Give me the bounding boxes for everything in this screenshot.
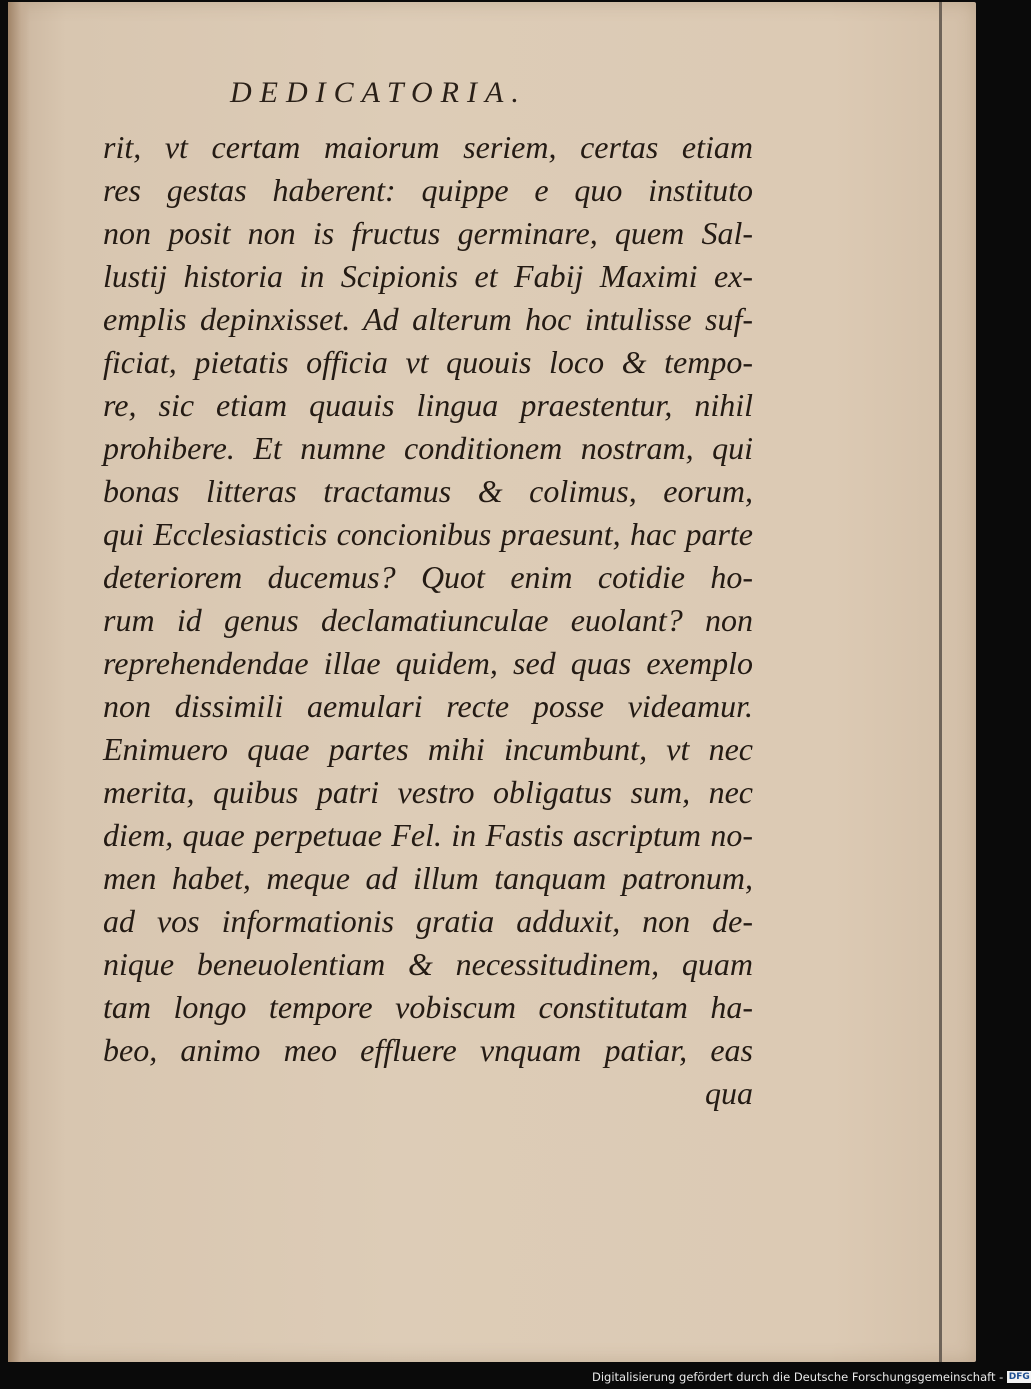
text-line: rum id genus declamatiunculae euolant? non: [103, 602, 753, 638]
digitization-credit: [592, 1368, 1031, 1386]
text-line: Enimuero quae partes mihi incumbunt, vt nec: [103, 731, 753, 767]
scan-edge-line: [939, 2, 942, 1362]
body-text: [103, 126, 753, 1115]
text-line: non posit non is fructus germinare, quem Sal-: [103, 215, 753, 251]
text-line: men habet, meque ad illum tanquam patronum,: [103, 860, 753, 896]
dfg-logo-icon: DFG: [1008, 1372, 1030, 1382]
page-gutter-shadow: [8, 2, 30, 1362]
book-page: [8, 2, 976, 1362]
text-line: prohibere. Et numne conditionem nostram, qui: [103, 430, 753, 466]
text-line: lustij historia in Scipionis et Fabij Maximi ex-: [103, 258, 753, 294]
text-line: deteriorem ducemus? Quot enim cotidie ho-: [103, 559, 753, 595]
text-line: res gestas haberent: quippe e quo instituto: [103, 172, 753, 208]
text-line: beo, animo meo effluere vnquam patiar, eas: [103, 1032, 753, 1068]
catchword: qua: [705, 1075, 753, 1111]
text-line: tam longo tempore vobiscum constitutam ha-: [103, 989, 753, 1025]
text-line: merita, quibus patri vestro obligatus sum, nec: [103, 774, 753, 810]
text-line: nique beneuolentiam & necessitudinem, quam: [103, 946, 753, 982]
text-line: rit, vt certam maiorum seriem, certas etiam: [103, 129, 753, 165]
text-line: reprehendendae illae quidem, sed quas exemplo: [103, 645, 753, 681]
text-line: ficiat, pietatis officia vt quouis loco & tempo-: [103, 344, 753, 380]
text-line: qui Ecclesiasticis concionibus praesunt, hac parte: [103, 516, 753, 552]
text-line: diem, quae perpetuae Fel. in Fastis ascriptum no-: [103, 817, 753, 853]
text-line: bonas litteras tractamus & colimus, eorum,: [103, 473, 753, 509]
running-header: DEDICATORIA.: [230, 76, 527, 109]
text-line: non dissimili aemulari recte posse videamur.: [103, 688, 753, 724]
text-line: emplis depinxisset. Ad alterum hoc intulisse suf-: [103, 301, 753, 337]
text-line: re, sic etiam quauis lingua praestentur, nihil: [103, 387, 753, 423]
credit-text: Digitalisierung gefördert durch die Deutsche Forschungsgemeinschaft -: [592, 1370, 1004, 1384]
text-line: ad vos informationis gratia adduxit, non de-: [103, 903, 753, 939]
